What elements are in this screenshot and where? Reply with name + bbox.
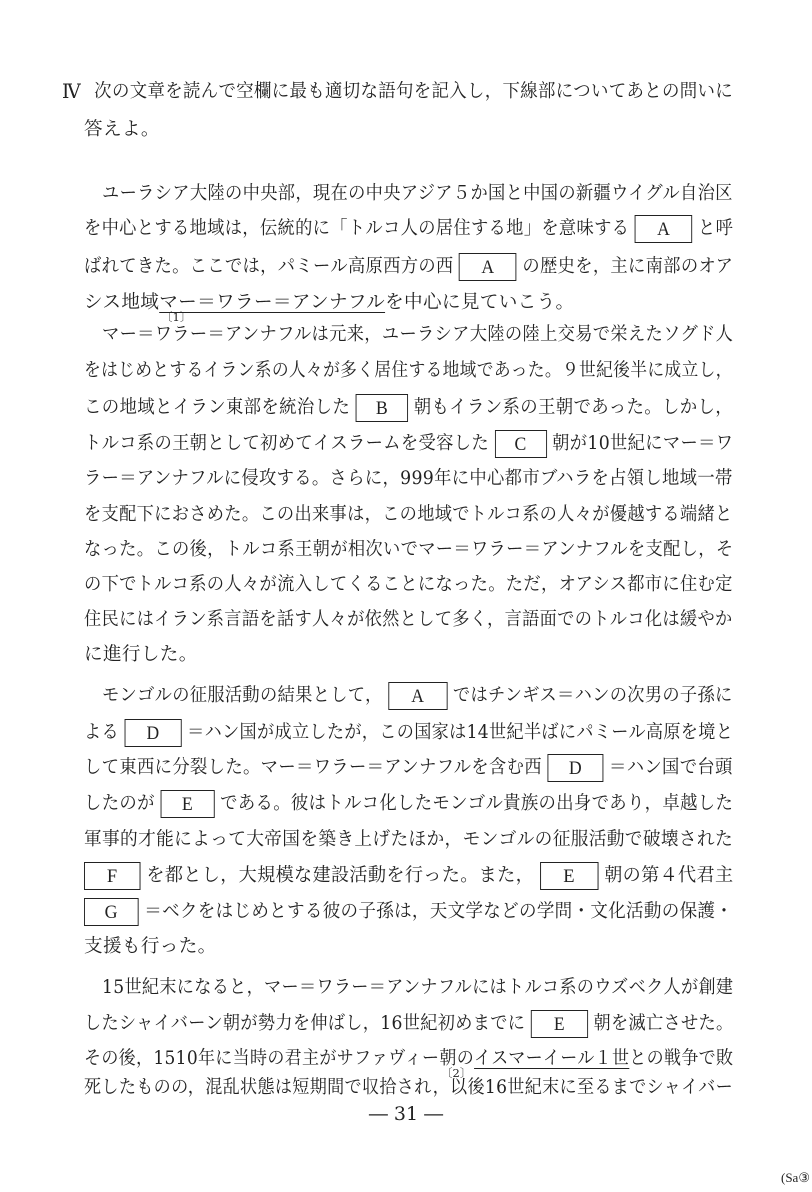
text-span: ばれてきた。ここでは，パミール高原西方の西 — [84, 256, 454, 277]
question-number: Ⅳ — [62, 81, 82, 103]
question-instruction-end: 答えよ。 — [84, 119, 160, 140]
text-span: 軍事的才能によって大帝国を築き上げたほか，モンゴルの征服活動で破壊された — [84, 829, 733, 850]
text-span: ラー＝アンナフルに侵攻する。さらに，999年に中心都市ブハラを占領し地域一帯 — [84, 468, 733, 489]
text-span: 15世紀末になると，マー＝ワラー＝アンナフルにはトルコ系のウズベク人が創建 — [102, 977, 734, 998]
text-span: よる — [84, 722, 119, 743]
text-span: 朝が10世紀にマー＝ワ — [552, 433, 734, 454]
text-span: に進行した。 — [84, 644, 198, 665]
blank-box-c[interactable]: C — [495, 430, 547, 458]
text-span: の下でトルコ系の人々が流入してくることになった。ただ，オアシス都市に住む定 — [84, 574, 733, 595]
text-line — [84, 212, 733, 246]
text-span: を支配下におさめた。この出来事は，この地域でトルコ系の人々が優越する端緒と — [84, 504, 733, 525]
blank-box-b[interactable]: B — [356, 394, 408, 422]
question-line-1 — [62, 75, 733, 109]
text-span: との戦争で敗 — [629, 1048, 734, 1069]
text-span: シス地域 — [84, 292, 160, 313]
blank-box-d[interactable]: D — [124, 719, 181, 747]
text-span: 死したものの，混乱状態は短期間で収拾され，以後16世紀末に至るまでシャイバー — [84, 1077, 733, 1098]
text-span: を中心とする地域は，伝統的に「トルコ人の居住する地」を意味する — [84, 218, 630, 239]
text-line — [84, 533, 733, 567]
text-line — [84, 568, 733, 602]
text-span: ＝ハン国で台頭 — [609, 757, 733, 778]
text-span: を都とし，大規模な建設活動を行った。また， — [146, 865, 535, 886]
text-line — [102, 177, 733, 211]
text-span: この地域とイラン東部を統治した — [84, 397, 351, 418]
text-span: を中心に見ていこう。 — [385, 292, 575, 313]
text-line — [84, 823, 733, 857]
text-line — [84, 286, 575, 320]
text-span: 朝の第４代君主 — [604, 865, 734, 886]
text-span: したシャイバーン朝が勢力を伸ばし，16世紀初めまでに — [84, 1013, 526, 1034]
text-span: ではチンギス＝ハンの次男の子孫に — [452, 685, 733, 706]
text-span: 支援も行った。 — [84, 936, 217, 957]
text-line — [84, 930, 217, 964]
text-line — [84, 716, 733, 750]
text-span: 朝を滅亡させた。 — [593, 1013, 734, 1034]
blank-box-a[interactable]: A — [388, 682, 447, 710]
text-line — [84, 250, 733, 284]
text-span: ユーラシア大陸の中央部，現在の中央アジア５か国と中国の新疆ウイグル自治区 — [102, 183, 733, 204]
question-line-2 — [84, 113, 160, 147]
blank-box-f[interactable]: F — [84, 862, 141, 890]
blank-box-e[interactable]: E — [531, 1010, 588, 1038]
text-span: 住民にはイラン系言語を話す人々が依然として多く，言語面でのトルコ化は緩やか — [84, 609, 733, 630]
text-span: して東西に分裂した。マー＝ワラー＝アンナフルを含む西 — [84, 757, 542, 778]
text-span: したのが — [84, 793, 155, 814]
text-line — [102, 971, 733, 1005]
blank-box-a[interactable]: A — [635, 215, 693, 243]
text-line — [84, 603, 733, 637]
blank-box-e[interactable]: E — [160, 790, 214, 818]
text-line — [84, 498, 733, 532]
text-span: トルコ系の王朝として初めてイスラームを受容した — [84, 433, 489, 454]
text-span: ＝ベクをはじめとする彼の子孫は，天文学などの学問・文化活動の保護・ — [144, 901, 734, 922]
page-code: (Sa③ — [781, 1170, 810, 1185]
text-line — [84, 895, 733, 929]
blank-box-a[interactable]: A — [459, 253, 517, 281]
text-span: の歴史を，主に南部のオア — [522, 256, 734, 277]
text-span: と呼 — [697, 218, 734, 239]
text-span: 朝もイラン系の王朝であった。しかし， — [413, 397, 733, 418]
text-span: をはじめとするイラン系の人々が多く居住する地域であった。９世紀後半に成立し， — [84, 360, 733, 381]
text-line — [102, 318, 733, 352]
underlined-term-1: マー＝ワラー＝アンナフル — [159, 292, 386, 313]
question-instruction: 次の文章を読んで空欄に最も適切な語句を記入し，下線部についてあとの問いに — [94, 81, 733, 102]
text-span: ＝ハン国が成立したが，この国家は14世紀半ばにパミール高原を境と — [187, 722, 734, 743]
blank-box-g[interactable]: G — [84, 898, 139, 926]
text-line — [84, 391, 733, 425]
text-line — [84, 638, 198, 672]
text-line — [102, 679, 733, 713]
text-span: その後，1510年に当時の君主がサファヴィー朝の — [84, 1048, 475, 1069]
text-line — [84, 1071, 733, 1105]
text-span: モンゴルの征服活動の結果として， — [102, 685, 383, 706]
underlined-term-2: イスマーイール１世 — [474, 1048, 630, 1069]
text-line — [84, 751, 733, 785]
text-span: である。彼はトルコ化したモンゴル貴族の出身であり，卓越した — [220, 793, 734, 814]
text-span: なった。この後，トルコ系王朝が相次いでマー＝ワラー＝アンナフルを支配し，そ — [84, 539, 734, 560]
text-line — [84, 462, 733, 496]
text-line — [84, 787, 733, 821]
blank-box-e[interactable]: E — [540, 862, 598, 890]
page-number: ― 31 ― — [368, 1103, 444, 1125]
text-line — [84, 427, 733, 461]
blank-box-d[interactable]: D — [548, 754, 604, 782]
text-line — [84, 354, 733, 388]
note-marker-1: 〔1〕 — [161, 310, 192, 324]
text-line — [84, 1007, 733, 1041]
text-span: マー＝ワラー＝アンナフルは元来，ユーラシア大陸の陸上交易で栄えたソグド人 — [102, 324, 734, 345]
text-line — [84, 859, 733, 893]
note-marker-2: 〔2〕 — [441, 1066, 472, 1080]
